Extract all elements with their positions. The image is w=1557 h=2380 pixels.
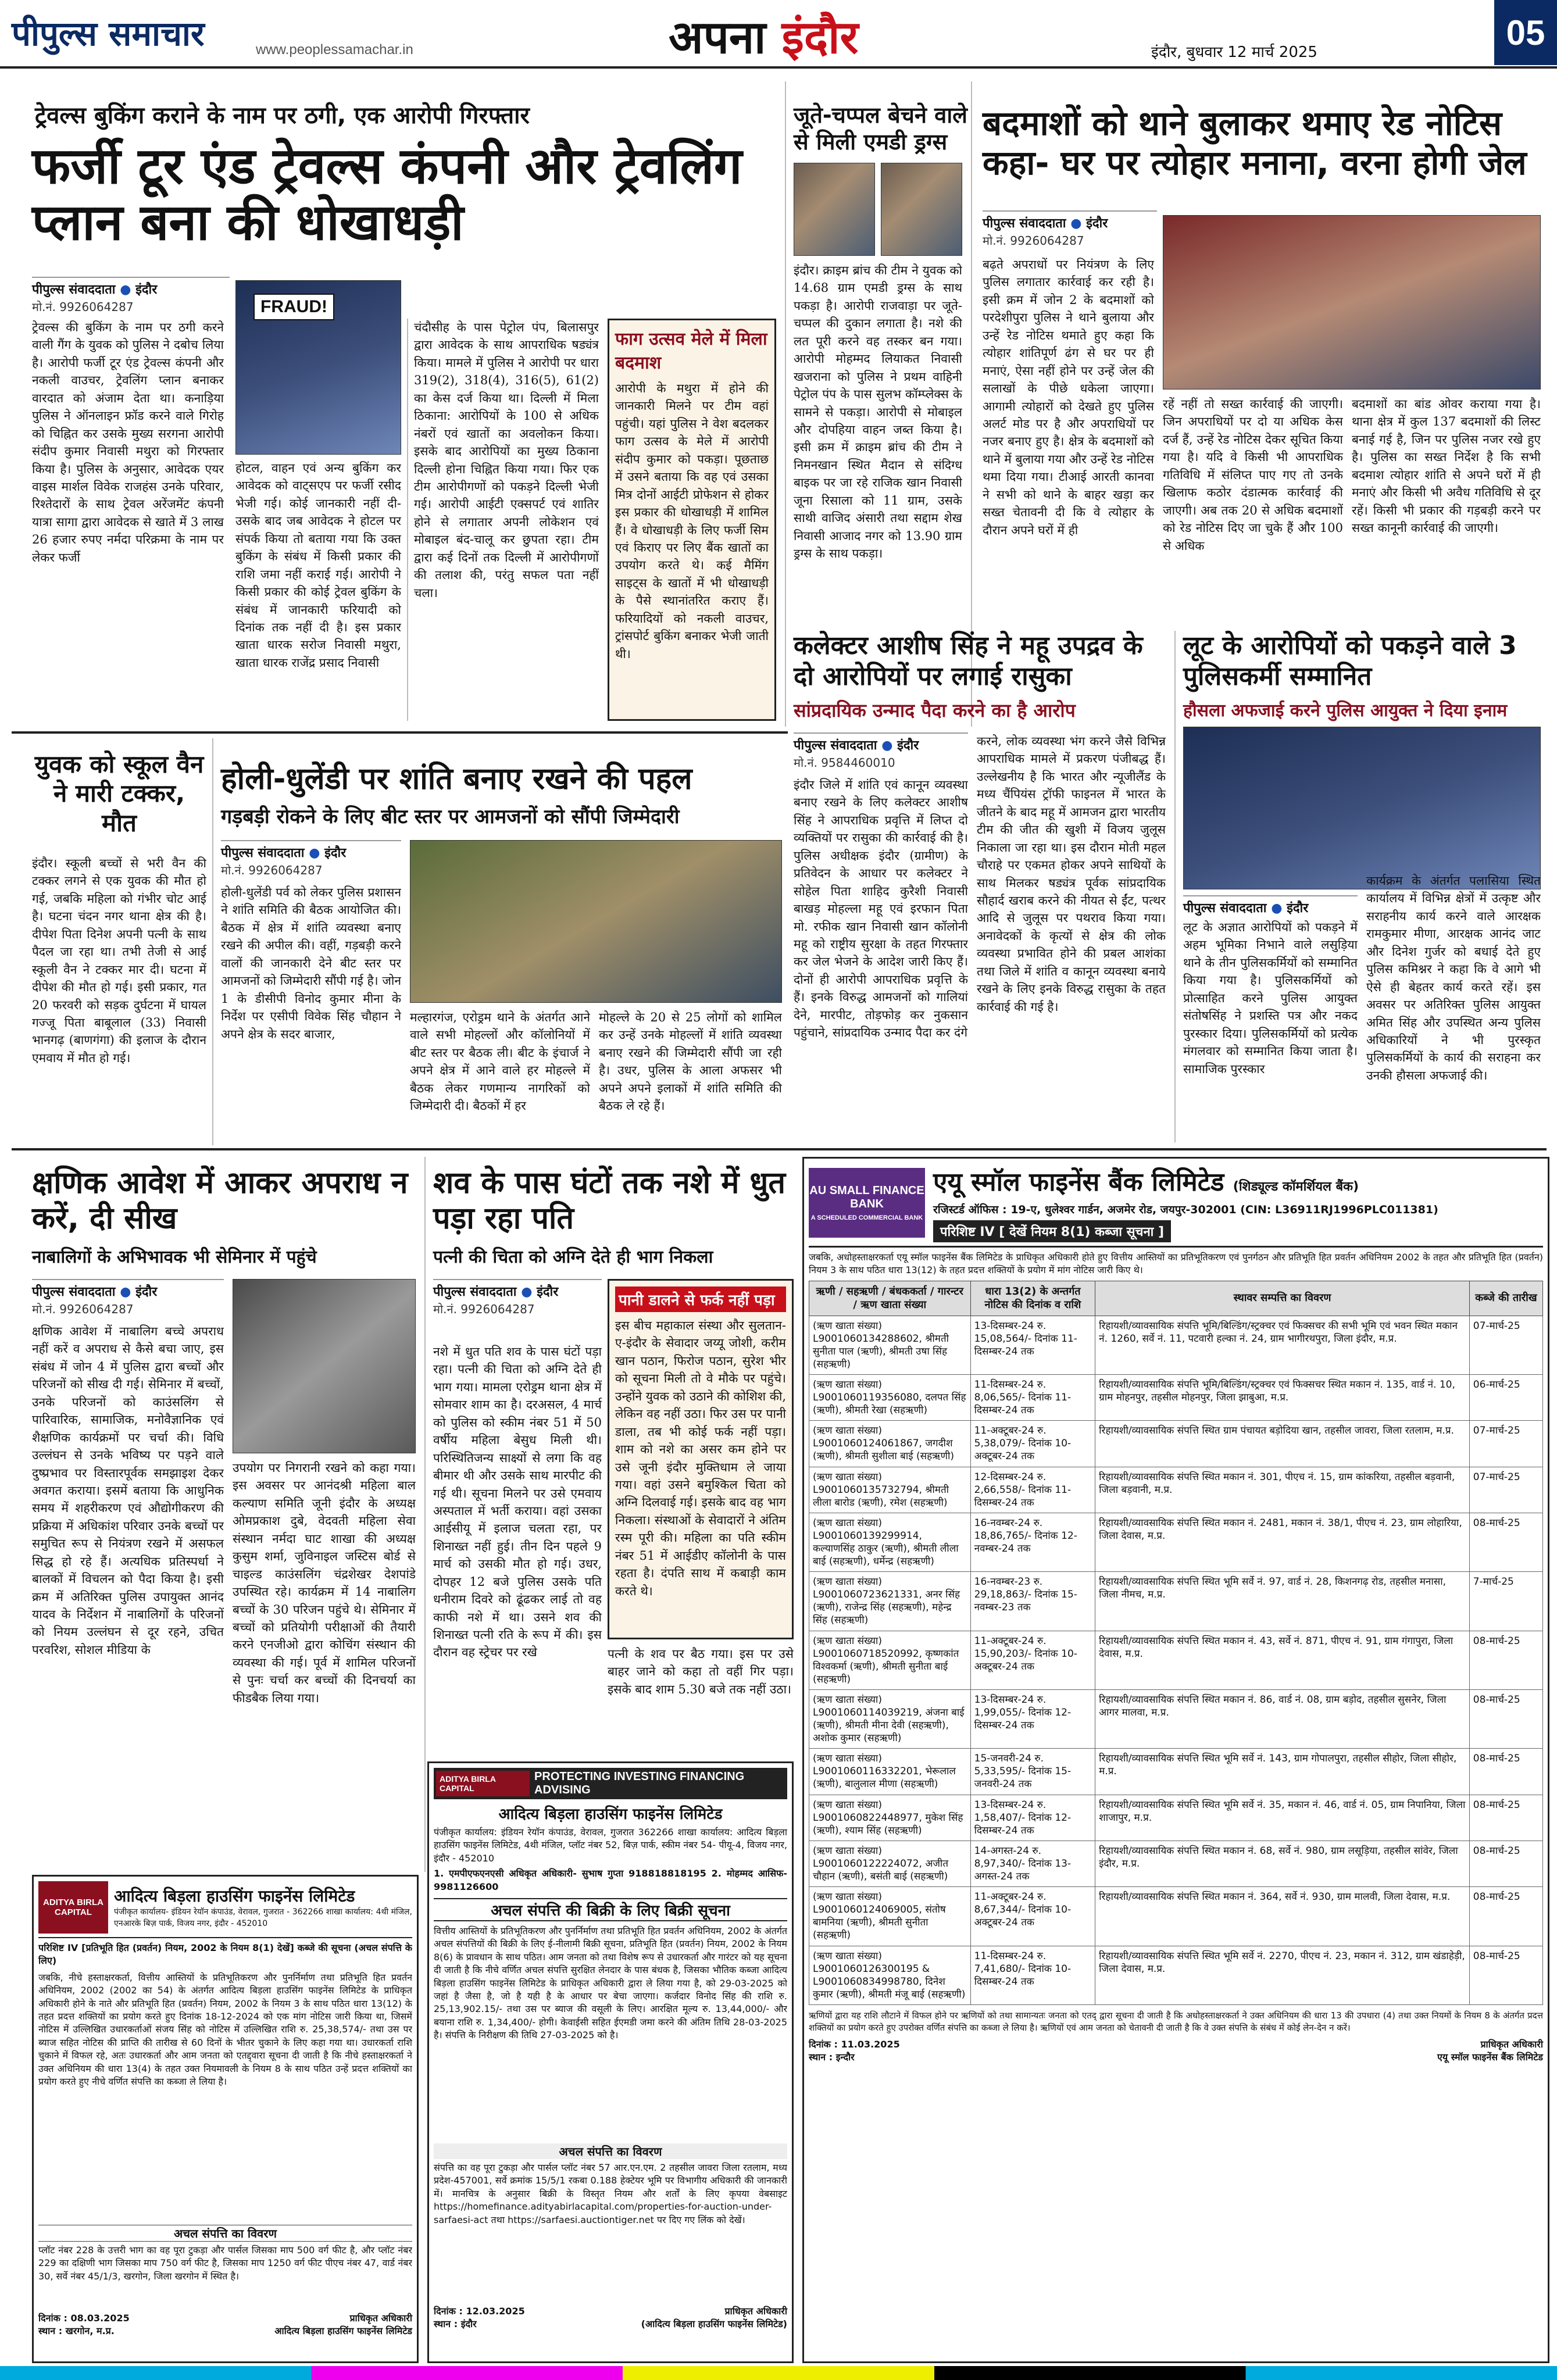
col-header: कब्जे की तारीख xyxy=(1469,1281,1542,1316)
story8-byline: पीपुल्स संवाददाता ● इंदौर xyxy=(32,1279,224,1300)
peace-meeting-photo xyxy=(410,840,782,1003)
story3-mobile: मो.नं. 9926064287 xyxy=(983,234,1084,248)
notice-company: आदित्य बिड़ला हाउसिंग फाइनेंस लिमिटेड xyxy=(114,1886,355,1906)
story1-headline: फर्जी टूर एंड ट्रेवल्स कंपनी और ट्रेवलिंग प्लान बना की धोखाधड़ी xyxy=(32,137,742,252)
column-divider xyxy=(785,81,786,727)
story5-byline: पीपुल्स संवाददाता ● इंदौर xyxy=(1183,895,1358,916)
au-footer: ऋणियों द्वारा यह राशि लौटाने में विफल होने पर ऋणियों को तथा सामान्यतः जनता को एतद् द्वारा सूचना दी जाती है कि अधोहस्ताक्षरकर्ता ने उक्त अधिनियम की धारा 13 की उपधारा (4) तथा उक्त नियमों के नियम 8 के अंतर्गत प्रदत्त शक्तियों का प्रयोग करते हुए उपरोक्त वर्णित संपत्ति का कब्जा ले लिया है। ऋणियों एवं आम जनता को चेतावनी दी जाती है कि वे उक्त संपत्ति के संबंध में कोई लेन-देन न करें। xyxy=(809,2010,1543,2033)
table-cell-property: रिहायशी/व्यावसायिक संपत्ति स्थित मकान नं. 2481, मकान नं. 38/1, पीएच नं. 23, ग्राम लोहारिया, जिला देवास, म.प्र. xyxy=(1095,1513,1470,1571)
au-officer-co: एयू स्मॉल फाइनेंस बैंक लिमिटेड xyxy=(1437,2051,1543,2063)
table-cell-date: 07-मार्च-25 xyxy=(1469,1467,1542,1513)
table-cell-notice: 13-दिसम्बर-24 रु. 1,99,055/- दिनांक 12-दिसम्बर-24 तक xyxy=(970,1689,1095,1748)
table-cell-date: 08-मार्च-25 xyxy=(1469,1946,1542,2004)
table-cell-notice: 11-अक्टूबर-24 रु. 15,90,203/- दिनांक 10-अक्टूबर-24 तक xyxy=(970,1631,1095,1689)
au-company-suffix: (शिड्यूल्ड कॉमर्शियल बैंक) xyxy=(1233,1180,1359,1194)
website-url[interactable]: www.peoplessamachar.in xyxy=(256,42,413,58)
story7-byline: पीपुल्स संवाददाता ● इंदौर xyxy=(221,840,401,861)
table-cell-date: 08-मार्च-25 xyxy=(1469,1887,1542,1946)
table-cell-borrower: (ऋण खाता संख्या) L9001060139299914, कल्याणसिंह ठाकुर (ऋणी), श्रीमती लीला बाई (सहऋणी), धर्मेन्द्र (सहऋणी) xyxy=(809,1513,971,1571)
fraud-photo xyxy=(235,280,401,455)
table-row xyxy=(809,1749,1543,1795)
table-row xyxy=(809,1946,1543,2004)
section-city: इंदौर xyxy=(781,12,859,64)
section-title xyxy=(669,5,858,66)
au-appendix: परिशिष्ट IV [ देखें नियम 8(1) कब्जा सूचना ] xyxy=(933,1220,1171,1242)
notice-officer: प्राधिकृत अधिकारी xyxy=(349,2312,412,2324)
table-cell-borrower: (ऋण खाता संख्या) L9001060116332201, भेरूलाल (ऋणी), बालुलाल मीणा (सहऋणी) xyxy=(809,1749,971,1795)
au-intro: जबकि, अधोहस्ताक्षरकर्ता एयू स्मॉल फाइनेंस बैंक लिमिटेड के प्राधिकृत अधिकारी होते हुए वित्तीय आस्तियों का प्रतिभूतिकरण एवं पुनर्गठन और प्रतिभूति हित प्रवर्तन अधिनियम 2002 के तहत और प्रतिभूति हित (प्रवर्तन) नियम 3 के साथ पठित धारा 13(12) के तहत प्रदत्त शक्तियों के प्रयोग में मांग नोटिस जारी किए थे। xyxy=(809,1252,1543,1276)
story5-col1: लूट के अज्ञात आरोपियों को पकड़ने में अहम भूमिका निभाने वाले लसुड़िया थाने के तीन पुलिसकर्मियों को सम्मानित किया गया है। पुलिसकर्मियों को प्रोत्साहित करने पुलिस आयुक्त संतोषसिंह ने प्रशस्ति पत्र और नकद पुरस्कार दिया। पुलिसकर्मियों को प्रत्येक मंगलवार को सम्मानित किया जाता है। सामाजिक पुरस्कार xyxy=(1183,920,1358,1076)
seminar-photo xyxy=(233,1279,416,1453)
page-number: 05 xyxy=(1494,0,1557,65)
aditya-birla-logo: ADITYA BIRLA CAPITAL xyxy=(38,1881,108,1934)
dateline: इंदौर, बुधवार 12 मार्च 2025 xyxy=(1151,44,1317,61)
story1-sidebox xyxy=(608,319,776,721)
byline-place: इंदौर xyxy=(1287,901,1309,916)
red-notice-photo xyxy=(1163,215,1541,389)
table-row xyxy=(809,1572,1543,1631)
notice-appendix: परिशिष्ट IV [प्रतिभूति हित (प्रवर्तन) नियम, 2002 के नियम 8(1) देखें] कब्जे की सूचना (अचल संपत्ति के लिए) xyxy=(38,1942,412,1967)
honour-photo xyxy=(1183,727,1541,889)
schedule-text: संपत्ति का वह पूरा टुकड़ा और पार्सल प्लॉट नंबर 57 आर.एन.एम. 2 तहसील जावरा जिला रतलाम, मध्य प्रदेश-457001, सर्वे क्रमांक 15/5/1 रकबा 0.188 हेक्टेयर भूमि पर विभागीय अधिकारी की जानकारी में। मानचित्र के अनुसार बिक्री के विस्तृत नियम और शर्तों के लिए कृपया वेबसाइट https://homefinance.adityabirlacapital.com/properties-for-auction-under-sarfaesi-act तथा https://sarfaesi.auctiontiger.net पर दिए गए लिंक को देखें। xyxy=(434,2161,787,2225)
table-row xyxy=(809,1421,1543,1467)
story1-kicker: ट्रेवल्स बुकिंग कराने के नाम पर ठगी, एक आरोपी गिरफ्तार xyxy=(35,102,530,129)
table-cell-date: 08-मार्च-25 xyxy=(1469,1513,1542,1571)
byline-place: इंदौर xyxy=(537,1285,559,1299)
story3-headline: बदमाशों को थाने बुलाकर थमाए रेड नोटिस कहा- घर पर त्योहार मनाना, वरना होगी जेल xyxy=(983,103,1527,183)
table-cell-property: रिहायशी/व्यावसायिक संपत्ति स्थित मकान नं. 86, वार्ड नं. 08, ग्राम बड़ोद, तहसील सुसनेर, जिला आगर मालवा, म.प्र. xyxy=(1095,1689,1470,1748)
notice-place: स्थान : इंदौर xyxy=(434,2318,477,2329)
story8-sub: नाबालिगों के अभिभावक भी सेमिनार में पहुंचे xyxy=(32,1247,317,1267)
aditya-birla-sale-notice xyxy=(427,1761,794,2363)
story7-col2: मल्हारगंज, एरोड्रम थाने के अंतर्गत आने वाले सभी मोहल्लों और कॉलोनियों में बीट स्तर पर बैठक ली। बीट के इंचार्ज ने अपने क्षेत्र में आने वाले हर मोहल्ले में बैठक लेकर गणमान्य नागरिकों को जिम्मेदारी दी। बैठकों में हर xyxy=(410,1010,590,1113)
table-cell-property: रिहायशी/व्यावसायिक संपत्ति स्थित मकान नं. 364, सर्वे नं. 930, ग्राम मालवी, जिला देवास, म.प्र. xyxy=(1095,1887,1470,1946)
story1-mobile: मो.नं. 9926064287 xyxy=(32,300,134,314)
au-company: एयू स्मॉल फाइनेंस बैंक लिमिटेड xyxy=(933,1167,1224,1197)
schedule-title: अचल संपत्ति का विवरण xyxy=(38,2225,412,2242)
story4-col2: करने, लोक व्यवस्था भंग करने जैसे विभिन्न आपराधिक मामले में प्रकरण पंजीबद्ध हैं। उल्लेखनीय है कि भारत और न्यूजीलैंड के मध्य चैंपियंस ट्रॉफी फाइनल में भारत के जीतने के बाद महू में आमजन द्वारा भारतीय टीम की जीत की खुशी में विजय जुलूस निकाला जा रहा था। इस दौरान मोती महल चौराहे पर एकमत होकर अपने साथियों के साथ मिलकर षड्यंत्र पूर्वक सांप्रदायिक सौहार्द खराब करने की नीयत से ईंट, पत्थर आदि से जुलूस पर पथराव किया गया। अनावेदकों के कृत्यों से क्षेत्र की लोक व्यवस्था प्रभावित होने की प्रबल आशंका तथा जिले में शांति व कानून व्यवस्था बनाये रखने के लिए इनके विरुद्ध रासुका के तहत कार्रवाई की गई है। xyxy=(977,734,1166,1014)
table-cell-date: 08-मार्च-25 xyxy=(1469,1689,1542,1748)
masthead xyxy=(0,0,1557,69)
table-cell-borrower: (ऋण खाता संख्या) L9001060126300195 & L9001060834998780, दिनेश कुमार (ऋणी), श्रीमती मंजू बाई (सहऋणी) xyxy=(809,1946,971,2004)
story7-headline: होली-धुलेंडी पर शांति बनाए रखने की पहल xyxy=(221,762,692,796)
story5-sub: हौसला अफजाई करने पुलिस आयुक्त ने दिया इनाम xyxy=(1183,701,1508,721)
story3-byline: पीपुल्स संवाददाता ● इंदौर xyxy=(983,210,1157,231)
notice-tagline: PROTECTING INVESTING FINANCING ADVISING xyxy=(534,1770,745,1796)
table-cell-borrower: (ऋण खाता संख्या) L9001060122224072, अजीत चौहान (ऋणी), बसंती बाई (सहऋणी) xyxy=(809,1841,971,1886)
table-cell-notice: 13-दिसम्बर-24 रु. 1,58,407/- दिनांक 12-दिसम्बर-24 तक xyxy=(970,1795,1095,1841)
byline-name: पीपुल्स संवाददाता xyxy=(32,283,116,297)
table-cell-borrower: (ऋण खाता संख्या) L9001060135732794, श्रीमती लीला बारोड (ऋणी), रमेश (सहऋणी) xyxy=(809,1467,971,1513)
table-cell-property: रिहायशी/व्यावसायिक संपत्ति भूमि/बिल्डिंग/स्ट्रक्चर एवं फिक्सचर स्थित मकान नं. 135, वार्ड नं. 10, ग्राम मोहनपुर, तहसील मोहनपुर, जिला झाबुआ, म.प्र. xyxy=(1095,1374,1470,1420)
notice-body: वित्तीय आस्तियों के प्रतिभूतिकरण और पुनर्निर्माण तथा प्रतिभूति हित प्रवर्तन अधिनियम, 2002 के अंतर्गत अचल संपत्तियों की बिक्री के लिए ई-नीलामी बिक्री सूचना, प्रतिभूति हित (प्रवर्तन) नियम, 2002 के नियम 8(6) के प्रावधान के साथ पठित। आम जनता को तथा विशेष रूप से उधारकर्ता और गारंटर को यह सूचना दी जाती है कि नीचे वर्णित अचल संपत्ति सुरक्षित लेनदार के पास बंधक है, जिसका भौतिक कब्जा आदित्य बिड़ला हाउसिंग फाइनेंस लिमिटेड के प्राधिकृत अधिकारी द्वारा ले लिया गया है, को 29-03-2025 को जहां है जैसा है, जो है यही है के आधार पर बेचा जाएगा। कर्जदार विनोद सिंह की राशि रु. 25,13,902.15/- तथा उस पर ब्याज की वसूली के लिए। आरक्षित मूल्य रु. 13,44,000/- और बयाना राशि रु. 1,34,400/- होगी। केवाईसी सहित ईएमडी जमा करने की अंतिम तिथि 28-03-2025 है। संपत्ति के निरीक्षण की तिथि 27-03-2025 को है। xyxy=(434,1925,787,2041)
section-divider xyxy=(12,731,788,734)
story5-col2: कार्यक्रम के अंतर्गत पलासिया स्थित कार्यालय में विभिन्न क्षेत्रों में उत्कृष्ट और सराहनीय कार्य करने वाले आरक्षक रामकुमार मीणा, आरक्षक आनंद जाट और दिनेश गुर्जर को बधाई देते हुए पुलिस कमिश्नर ने कहा कि वे आगे भी ऐसे ही बेहतर कार्य करते रहें। इस अवसर पर अतिरिक्त पुलिस आयुक्त अमित सिंह और उपस्थित अन्य पुलिस अधिकारियों ने भी पुरस्कृत पुलिसकर्मियों के कार्य की सराहना कर उनकी हौसला अफजाई की। xyxy=(1366,874,1541,1082)
byline-name: पीपुल्स संवाददाता xyxy=(32,1285,116,1299)
table-cell-borrower: (ऋण खाता संख्या) L9001060124061867, जगदीश (ऋणी), श्रीमती सुशीला बाई (सहऋणी) xyxy=(809,1421,971,1467)
story9-mobile: मो.नं. 9926064287 xyxy=(433,1302,535,1316)
table-row xyxy=(809,1887,1543,1946)
story6-headline: युवक को स्कूल वैन ने मारी टक्कर, मौत xyxy=(34,750,204,837)
byline-name: पीपुल्स संवाददाता xyxy=(1183,901,1267,916)
table-cell-borrower: (ऋण खाता संख्या) L9001060114039219, अंजना बाई (ऋणी), श्रीमती मीना देवी (सहऋणी), अशोक कुमार (सहऋणी) xyxy=(809,1689,971,1748)
table-cell-property: रिहायशी/व्यावसायिक संपत्ति स्थित मकान नं. 68, सर्वे नं. 980, ग्राम लसूड़िया, तहसील सांवेर, जिला इंदौर, म.प्र. xyxy=(1095,1841,1470,1886)
table-cell-notice: 16-नवम्बर-23 रु. 29,18,863/- दिनांक 15-नवम्बर-23 तक xyxy=(970,1572,1095,1631)
notice-officer-co: आदित्य बिड़ला हाउसिंग फाइनेंस लिमिटेड xyxy=(274,2325,412,2336)
story9-sidebox xyxy=(608,1279,794,1639)
table-cell-notice: 16-नवम्बर-24 रु. 18,86,765/- दिनांक 12-नवम्बर-24 तक xyxy=(970,1513,1095,1571)
au-logo-text: AU SMALL FINANCE BANK xyxy=(809,1184,924,1210)
table-cell-notice: 12-दिसम्बर-24 रु. 2,66,558/- दिनांक 11-दिसम्बर-24 तक xyxy=(970,1467,1095,1513)
fraud-label: FRAUD! xyxy=(253,294,334,320)
table-cell-borrower: (ऋण खाता संख्या) L9001060822448977, मुकेश सिंह (ऋणी), श्याम सिंह (सहऋणी) xyxy=(809,1795,971,1841)
byline-place: इंदौर xyxy=(897,738,919,753)
au-address: रजिस्टर्ड ऑफिस : 19-ए, धुलेश्वर गार्डन, अजमेर रोड, जयपुर-302001 (CIN: L36911RJ1996PLC011381) xyxy=(933,1203,1438,1216)
table-cell-borrower: (ऋण खाता संख्या) L9001060134288602, श्रीमती सुनीता पाल (ऋणी), श्रीमती उषा सिंह (सहऋणी) xyxy=(809,1316,971,1374)
byline-place: इंदौर xyxy=(135,1285,158,1299)
story9-headline: शव के पास घंटों तक नशे में धुत पड़ा रहा पति xyxy=(433,1166,786,1237)
story5-headline: लूट के आरोपियों को पकड़ने वाले 3 पुलिसकर्मी सम्मानित xyxy=(1183,631,1517,691)
table-cell-property: रिहायशी/व्यावसायिक संपत्ति स्थित भूमि सर्वे नं. 2270, पीएच नं. 23, मकान नं. 312, ग्राम खंडाहेड़ी, जिला देवास, म.प्र. xyxy=(1095,1946,1470,2004)
story8-col2: उपयोग पर निगरानी रखने को कहा गया। इस अवसर पर आनंदश्री महिला बाल कल्याण समिति जूनी इंदौर के अध्यक्ष ओमप्रकाश दुबे, वेदवती महिला सेवा संस्थान नर्मदा घाट शाखा की अध्यक्ष कुसुम शर्मा, जुविनाइल जस्टिस बोर्ड से चाइल्ड काउंसलिंग चंद्रशेखर देशपांडे उपस्थित रहे। कार्यक्रम में 14 नाबालिग बच्चों के 30 परिजन पहुंचे थे। सेमिनार में बच्चों को प्रतियोगी परीक्षाओं की तैयारी करने एनजीओ द्वारा कोचिंग संस्थान की व्यवस्था की गई। पूर्व में शामिल परिजनों से पुनः चर्चा कर बच्चों की दिनचर्या का फीडबैक लिया गया। xyxy=(233,1461,416,1705)
aditya-birla-possession-notice xyxy=(32,1875,419,2363)
col-header: ऋणी / सहऋणी / बंधककर्ता / गारन्टर / ऋण खाता संख्या xyxy=(809,1281,971,1316)
byline-name: पीपुल्स संवाददाता xyxy=(983,216,1066,231)
story7-col3: मोहल्ले के 20 से 25 लोगों को शामिल कर उन्हें उनके मोहल्लों में शांति व्यवस्था बनाए रखने की जिम्मेदारी सौंपी जा रही है। उधर, पुलिस के आला अफसर भी अपने अपने इलाकों में शांति समिति की बैठक ले रहे हैं। xyxy=(599,1010,782,1113)
story9-byline: पीपुल्स संवाददाता ● इंदौर xyxy=(433,1279,602,1300)
story9-col2: पत्नी के शव पर बैठ गया। इस पर उसे बाहर जाने को कहा तो वहीं गिर पड़ा। इसके बाद शाम 5.30 बजे तक नहीं उठा। xyxy=(608,1647,794,1696)
column-divider xyxy=(424,1157,426,1872)
table-cell-date: 08-मार्च-25 xyxy=(1469,1631,1542,1689)
byline-place: इंदौर xyxy=(1086,216,1108,231)
table-cell-borrower: (ऋण खाता संख्या) L9001060723621331, अनर सिंह (ऋणी), राजेन्द्र सिंह (सहऋणी), महेन्द्र सिंह (सहऋणी) xyxy=(809,1572,971,1631)
au-date: दिनांक : 11.03.2025 xyxy=(809,2038,900,2050)
notice-address: पंजीकृत कार्यालय: इंडियन रेयॉन कंपाउंड, वेरावल, गुजरात 362266 शाखा कार्यालय: आदित्य बिड़ला हाउसिंग फाइनेंस लिमिटेड, 4थी मंजिल, प्लॉट नंबर 52, बिज़ पार्क, स्कीम नंबर 54- पीयू-4, विजय नगर, इंदौर - 452010 xyxy=(434,1827,787,1864)
story4-mobile: मो.नं. 9584460010 xyxy=(794,756,895,770)
col-header: धारा 13(2) के अन्तर्गत नोटिस की दिनांक व राशि xyxy=(970,1281,1095,1316)
notice-title: अचल संपत्ति की बिक्री के लिए बिक्री सूचना xyxy=(434,1898,787,1921)
sidebox-title: पानी डालने से फर्क नहीं पड़ा xyxy=(615,1287,786,1312)
aditya-birla-logo: ADITYA BIRLA CAPITAL xyxy=(436,1771,530,1796)
byline-place: इंदौर xyxy=(135,283,158,297)
au-bank-possession-notice xyxy=(802,1157,1549,2363)
table-row xyxy=(809,1467,1543,1513)
table-cell-date: 08-मार्च-25 xyxy=(1469,1795,1542,1841)
schedule-text: प्लॉट नंबर 228 के उत्तरी भाग का वह पूरा टुकड़ा और पार्सल जिसका माप 500 वर्ग फीट है, और प्लॉट नंबर 229 का दक्षिणी भाग जिसका माप 750 वर्ग फीट है, जिसका माप 1250 वर्ग फीट पीएच नंबर 47, वार्ड नंबर 30, सर्वे नंबर 45/1/3, खरगोन, जिला खरगोन में स्थित है। xyxy=(38,2244,412,2282)
table-cell-notice: 11-अक्टूबर-24 रु. 5,38,079/- दिनांक 10-अक्टूबर-24 तक xyxy=(970,1421,1095,1467)
story1-col2: होटल, वाहन एवं अन्य बुकिंग कर आवेदक को वाट्सएप पर फर्जी रसीद भेजी गई। कोई जानकारी नहीं दी- उसके बाद जब आवेदक ने होटल पर संपर्क किया तो बताया गया कि उक्त बुकिंग के संबंध में किसी प्रकार की राशि जमा नहीं कराई गई। आरोपी ने किसी प्रकार की कोई ट्रेवल बुकिंग के संबंध में जानकारी फरियादी को दिनांक तक नहीं दी है। इस प्रकार खाता धारक सरोज निवासी मथुरा, खाता धारक राजेंद्र प्रसाद निवासी xyxy=(235,461,401,670)
byline-name: पीपुल्स संवाददाता xyxy=(433,1285,517,1299)
table-cell-date: 07-मार्च-25 xyxy=(1469,1421,1542,1467)
table-row xyxy=(809,1841,1543,1886)
table-cell-property: रिहायशी/व्यावसायिक संपत्ति स्थित मकान नं. 43, सर्वे नं. 871, पीएच नं. 91, ग्राम गंगापुरा, जिला देवास, म.प्र. xyxy=(1095,1631,1470,1689)
story9-col1: नशे में धुत पति शव के पास घंटों पड़ा रहा। पत्नी की चिता को अग्नि देते ही भाग गया। मामला एरोड्रम थाना क्षेत्र में सोमवार शाम का है। दरअसल, 4 मार्च को पुलिस को स्कीम नंबर 51 में 50 वर्षीय महिला बेसुध मिली थी। परिस्थितिजन्य साक्ष्यों से लगा कि वह बीमार थी और उसके साथ मारपीट की गई थी। सूचना मिलने पर उसे एमवाय अस्पताल में भर्ती कराया। वहां उसका आईसीयू में इलाज चलता रहा, पर शिनाख्त नहीं हुई। तीन दिन पहले 9 मार्च को उसकी मौत हो गई। उधर, दोपहर 12 बजे पुलिस उसके पति धनीराम दिवरे को ढूंढकर लाई तो वह काफी नशे में था। उसने शव की शिनाख्त पत्नी रति के रूप में की। इस दौरान वह स्ट्रेचर पर रखे xyxy=(433,1345,602,1660)
table-cell-property: रिहायशी/व्यावसायिक संपत्ति स्थित भूमि सर्वे नं. 97, वार्ड नं. 28, किशनगढ़ रोड, तहसील मनासा, जिला नीमच, म.प्र. xyxy=(1095,1572,1470,1631)
table-cell-borrower: (ऋण खाता संख्या) L9001060119356080, दलपत सिंह (ऋणी), श्रीमती रेखा (सहऋणी) xyxy=(809,1374,971,1420)
column-divider xyxy=(212,738,213,1145)
story7-col1: होली-धुलेंडी पर्व को लेकर पुलिस प्रशासन ने शांति समिति की बैठक आयोजित की। बैठक में क्षेत्र में शांति व्यवस्था बनाए रखने की अपील की। वहीं, गड़बड़ी करने वालों की जानकारी देने बीट स्तर पर आमजनों को जिम्मेदारी सौंपी गई है। जोन 1 के डीसीपी विनोद कुमार मीना के निर्देश पर एसीपी विवेक सिंह चौहान ने अपने क्षेत्र के सदर बाजार, xyxy=(221,885,401,1041)
table-cell-notice: 11-दिसम्बर-24 रु. 8,06,565/- दिनांक 11-दिसम्बर-24 तक xyxy=(970,1374,1095,1420)
sidebox-text: इस बीच महाकाल संस्था और सुलतान-ए-इंदौर के सेवादार जय्यू जोशी, करीम खान पठान, फिरोज पठान, सुरेश भीर को सूचना मिली तो वे मौके पर पहुंचे। उन्होंने युवक को उठाने की कोशिश की, लेकिन वह नहीं उठा। फिर उस पर पानी डाला, तब भी कोई फर्क नहीं पड़ा। शाम को नशे का असर कम होने पर उसे जूनी इंदौर मुक्तिधाम ले जाया गया। वहां उसने बमुश्किल चिता को अग्नि दिलवाई गई। इसके बाद वह भाग निकला। संस्थाओं के सेवादारों ने अंतिम रस्म पूरी की। महिला का पति स्कीम नंबर 51 में आईडीए कॉलोनी के पास रहता है। दंपति साथ में कबाड़ी काम करते थे। xyxy=(615,1318,786,1598)
notice-body: जबकि, नीचे हस्ताक्षरकर्ता, वित्तीय आस्तियों के प्रतिभूतिकरण और पुनर्निर्माण तथा प्रतिभूति हित प्रवर्तन अधिनियम, 2002 (2002 का 54) के अंतर्गत आदित्य बिड़ला हाउसिंग फाइनेंस लिमिटेड के प्राधिकृत अधिकारी होने के नाते और प्रतिभूति हित (प्रवर्तन) नियम, 2002 के नियम 3 के साथ पठित धारा 13(12) के तहत प्रदत्त शक्तियों का प्रयोग करते हुए दिनांक 18-12-2024 को एक मांग नोटिस जारी किया था, जिसमें नोटिस में उल्लिखित उधारकर्ताओं संजय सिंह को नोटिस में उल्लिखित राशि रु. 25,38,574/- तथा उस पर ब्याज सहित नोटिस की प्राप्ति की तारीख से 60 दिनों के भीतर चुकाने के लिए कहा गया था। उधारकर्ता राशि चुकाने में विफल रहे, अतः उधारकर्ता और आम जनता को एतद्द्वारा सूचना दी जाती है कि नीचे हस्ताक्षरकर्ता ने उक्त अधिनियम की धारा 13(4) के तहत उक्त नियमावली के नियम 8 के साथ पठित उन्हें प्रदत्त शक्तियों का प्रयोग करते हुए नीचे वर्णित संपत्ति का कब्जा ले लिया है। xyxy=(38,1971,412,2087)
table-row xyxy=(809,1374,1543,1420)
notice-date: दिनांक : 08.03.2025 xyxy=(38,2312,130,2324)
story9-sub: पत्नी की चिता को अग्नि देते ही भाग निकला xyxy=(433,1247,713,1267)
table-cell-notice: 14-अगस्त-24 रु. 8,97,340/- दिनांक 13-अगस्त-24 तक xyxy=(970,1841,1095,1886)
byline-place: इंदौर xyxy=(324,846,347,860)
au-place: स्थान : इन्दौर xyxy=(809,2051,855,2063)
column-divider xyxy=(971,81,972,727)
table-row xyxy=(809,1316,1543,1374)
au-logo-tag: A SCHEDULED COMMERCIAL BANK xyxy=(810,1214,923,1221)
au-possession-table xyxy=(809,1281,1543,2005)
story8-mobile: मो.नं. 9926064287 xyxy=(32,1302,134,1316)
schedule-title: अचल संपत्ति का विवरण xyxy=(434,2143,787,2159)
notice-date: दिनांक : 12.03.2025 xyxy=(434,2305,525,2317)
story3-col1: बढ़ते अपराधों पर नियंत्रण के लिए पुलिस लगातार कार्रवाई कर रही है। इसी क्रम में जोन 2 के बदमाशों को परदेशीपुरा पुलिस ने थाने बुलाया और उन्हें रेड नोटिस थमाते हुए कहा कि त्योहार शांतिपूर्ण ढंग से घर पर ही मनाएं, ऐसा नहीं होने पर उन्हें जेल की सलाखों के पीछे धकेला जाएगा। आगामी त्योहारों को देखते हुए पुलिस अलर्ट मोड पर है और अपराधियों पर नजर बनाए हुए है। क्षेत्र के बदमाशों को थाने में बुलाया गया और उन्हें रेड नोटिस थमा दिया गया। टीआई आरती कानवा ने सभी को थाने के बाहर खड़ा कर सख्त चेतावनी दी कि वे त्योहार के दौरान अपने घरों में ही xyxy=(983,258,1154,537)
sidebox-title: फाग उत्सव मेले में मिला बदमाश xyxy=(615,329,767,373)
au-bank-logo xyxy=(809,1168,925,1238)
story4-sub: सांप्रदायिक उन्माद पैदा करने का है आरोप xyxy=(794,699,1076,721)
table-cell-property: रिहायशी/व्यावसायिक संपत्ति स्थित भूमि सर्वे नं. 143, ग्राम गोपालपुरा, तहसील सीहोर, जिला सीहोर, म.प्र. xyxy=(1095,1749,1470,1795)
notice-place: स्थान : खरगोन, म.प्र. xyxy=(38,2325,115,2336)
story1-byline: पीपुल्स संवाददाता ● इंदौर xyxy=(32,277,230,298)
story4-col1: इंदौर जिले में शांति एवं कानून व्यवस्था बनाए रखने के लिए कलेक्टर आशीष सिंह ने आपराधिक प्रवृत्ति में लिप्त दो व्यक्तियों पर रासुका की कार्रवाई की है। पुलिस अधीक्षक इंदौर (ग्रामीण) के प्रतिवेदन के आधार पर कलेक्टर ने सोहेल पिता शाहिद कुरैशी निवासी बाखड़ मोहल्ला महू एवं इरफान पिता मो. रफीक खान निवासी खान कॉलोनी महू को राष्ट्रीय सुरक्षा के तहत गिरफ्तार कर जेल भेजने के आदेश जारी किए हैं। दोनों ही आरोपी आपराधिक प्रवृत्ति के हैं। इनके विरुद्ध आमजनों को गालियां देने, मारपीट, तोड़फोड़ कर नुकसान पहुंचाने, सांप्रदायिक उन्माद पैदा कर दंगे xyxy=(794,778,968,1040)
story2-headline: जूते-चप्पल बेचने वाले से मिली एमडी ड्रग्स xyxy=(794,102,967,155)
byline-name: पीपुल्स संवाददाता xyxy=(221,846,305,860)
section-divider xyxy=(12,1148,1547,1150)
print-registration-bar xyxy=(0,2366,1557,2380)
section-prefix: अपना xyxy=(669,12,782,64)
story3-col2: रहें नहीं तो सख्त कार्रवाई की जाएगी। जिन अपराधियों पर दो या अधिक केस दर्ज हैं, उन्हें रेड नोटिस देकर सूचित किया गया है। यदि वे किसी भी आपराधिक गतिविधि में संलिप्त पाए गए तो उनके खिलाफ कठोर दंडात्मक कार्रवाई की जाएगी। अब तक 20 से अधिक बदमाशों को रेड नोटिस दिए जा चुके हैं और 100 से अधिक xyxy=(1163,397,1343,553)
table-cell-property: रिहायशी/व्यावसायिक संपत्ति भूमि/बिल्डिंग/स्ट्रक्चर एवं फिक्सचर की सभी भूमि एवं भवन स्थित मकान नं. 1260, सर्वे नं. 11, पटवारी हल्का नं. 24, ग्राम भागीरथपुरा, जिला इंदौर, म.प्र. xyxy=(1095,1316,1470,1374)
notice-company: आदित्य बिड़ला हाउसिंग फाइनेंस लिमिटेड xyxy=(498,1806,723,1823)
byline-name: पीपुल्स संवाददाता xyxy=(794,738,877,753)
table-row xyxy=(809,1795,1543,1841)
story8-col1: क्षणिक आवेश में नाबालिग बच्चे अपराध नहीं करें व अपराध से कैसे बचा जाए, इस संबंध में जोन 4 में पुलिस द्वारा बच्चों और परिजनों को सीख दी गई। सेमिनार में बच्चों, उनके परिजनों को काउंसलिंग से पारिवारिक, सामाजिक, मनोवैज्ञानिक एवं शैक्षणिक कार्यक्रमों पर चर्चा की। विधि उल्लंघन से उनके भविष्य पर पड़ने वाले दुष्प्रभाव पर विस्तारपूर्वक समझाइश देकर अवगत कराया। इसमें बताया कि आधुनिक समय में शहरीकरण एवं औद्योगीकरण की प्रक्रिया में अधिकांश परिवार उनके बच्चों पर समुचित रूप से नियंत्रण रखने में असफल सिद्ध हो रहे हैं। अत्यधिक प्रतिस्पर्धा ने बालकों में विचलन को पैदा किया है। इसी क्रम में अतिरिक्त पुलिस उपायुक्त आनंद यादव के निर्देशन में नाबालिगों के परिजनों को नियम उल्लंघन से दूर रहने, उचित परवरिश, सोशल मीडिया के xyxy=(32,1324,224,1657)
notice-contact: 1. एमपीएफएनएसी अधिकृत अधिकारी- सुभाष गुप्ता 918818818195 2. मोहम्मद आसिफ- 9981126600 xyxy=(434,1868,787,1892)
story3-col3: बदमाशों का बांड ओवर कराया गया है। थाना क्षेत्र में कुल 137 बदमाशों की लिस्ट बनाई गई है, जिन पर पुलिस नजर रखे हुए है। पुलिस का सख्त निर्देश है कि सभी बदमाश त्योहार शांति से अपने घरों में ही मनाएं और किसी भी अवैध गतिविधि से दूर रहें। किसी भी प्रकार की गड़बड़ी करने पर सख्त कानूनी कार्रवाई की जाएगी। xyxy=(1352,397,1541,535)
table-cell-borrower: (ऋण खाता संख्या) L9001060718520992, कृष्णकांत विश्वकर्मा (ऋणी), श्रीमती सुनीता बाई (सहऋणी) xyxy=(809,1631,971,1689)
table-cell-date: 7-मार्च-25 xyxy=(1469,1572,1542,1631)
table-cell-notice: 11-दिसम्बर-24 रु. 7,41,680/- दिनांक 10-दिसम्बर-24 तक xyxy=(970,1946,1095,2004)
story7-mobile: मो.नं. 9926064287 xyxy=(221,863,323,877)
story6-col1: इंदौर। स्कूली बच्चों से भरी वैन की टक्कर लगने से एक युवक की मौत हो गई, जबकि महिला को गंभीर चोट आई है। घटना चंदन नगर थाना क्षेत्र की है। दीपेश पिता दिनेश अपनी पत्नी के साथ पैदल जा रहा था। तभी तेजी से आई स्कूली वैन ने टक्कर मार दी। घटना में दीपेश की मौत हो गई। इसी प्रकार, गत 20 फरवरी को सड़क दुर्घटना में घायल गज्जू पिता बाबूलाल (33) निवासी भानगढ़ (बाणगंगा) की इलाज के दौरान एमवाय में मौत हो गई। xyxy=(32,856,206,1065)
accused-photo-1 xyxy=(794,163,875,256)
table-cell-date: 06-मार्च-25 xyxy=(1469,1374,1542,1420)
table-row xyxy=(809,1513,1543,1571)
accused-photo-2 xyxy=(881,163,962,256)
notice-address: पंजीकृत कार्यालय- इंडियन रेयॉन कंपाउंड, वेरावल, गुजरात - 362266 शाखा कार्यालय: 4थी मंजिल, एनआरके बिज़ पार्क, विजय नगर, इंदौर - 452010 xyxy=(114,1907,412,1928)
story1-col1: ट्रेवल्स की बुकिंग के नाम पर ठगी करने वाली गैंग के युवक को पुलिस ने दबोच लिया है। आरोपी फर्जी टूर एंड ट्रेवल्स कंपनी और नकली वाउचर, ट्रेवलिंग प्लान बनाकर वारदात को अंजाम देता था। कनाड़िया पुलिस ने ऑनलाइन फ्रॉड करने वाले गिरोह को चिह्नित कर उसके मुख्य सरगना आरोपी संदीप कुमार निवासी मथुरा को गिरफ्तार किया है। पुलिस के अनुसार, आवेदक एयर वाइस मार्शल विवेक राजहंस उनके परिवार, रिश्तेदारों के साथ ट्रेवल अरेंजमेंट कंपनी यात्रा सागा द्वारा आवेदक से खाते में 3 लाख 26 हजार रुपए नर्मदा परिक्रमा के नाम पर लेकर फर्जी xyxy=(32,320,224,564)
table-cell-date: 08-मार्च-25 xyxy=(1469,1841,1542,1886)
table-cell-property: रिहायशी/व्यावसायिक संपत्ति स्थित भूमि सर्वे नं. 35, मकान नं. 46, वार्ड नं. 05, ग्राम निपानिया, जिला शाजापुर, म.प्र. xyxy=(1095,1795,1470,1841)
table-cell-date: 07-मार्च-25 xyxy=(1469,1316,1542,1374)
column-divider xyxy=(1174,631,1176,1142)
notice-officer-co: (आदित्य बिड़ला हाउसिंग फाइनेंस लिमिटेड) xyxy=(641,2318,787,2329)
table-cell-borrower: (ऋण खाता संख्या) L9001060124069005, संतोष बामनिया (ऋणी), श्रीमती सुनीता (सहऋणी) xyxy=(809,1887,971,1946)
notice-officer: प्राधिकृत अधिकारी xyxy=(724,2305,787,2317)
story7-sub: गड़बड़ी रोकने के लिए बीट स्तर पर आमजनों को सौंपी जिम्मेदारी xyxy=(221,805,680,828)
table-cell-property: रिहायशी/व्यावसायिक संपत्ति स्थित मकान नं. 301, पीएच नं. 15, ग्राम कांकरिया, तहसील बड़वानी, जिला बड़वानी, म.प्र. xyxy=(1095,1467,1470,1513)
table-cell-date: 08-मार्च-25 xyxy=(1469,1749,1542,1795)
col-header: स्थावर सम्पत्ति का विवरण xyxy=(1095,1281,1470,1316)
table-cell-notice: 13-दिसम्बर-24 रु. 15,08,564/- दिनांक 11-दिसम्बर-24 तक xyxy=(970,1316,1095,1374)
story4-headline: कलेक्टर आशीष सिंह ने महू उपद्रव के दो आरोपियों पर लगाई रासुका xyxy=(794,631,1143,691)
story2-col1: इंदौर। क्राइम ब्रांच की टीम ने युवक को 14.68 ग्राम एमडी ड्रग्स के साथ पकड़ा है। आरोपी राजवाड़ा पर जूते-चप्पल की दुकान लगाता है। नशे की लत पूरी करने वह तस्कर बन गया। आरोपी मोहम्मद लियाकत निवासी खजराना को पुलिस ने प्रथम वाहिनी पेट्रोल पंप के पास सुलभ कॉम्प्लेक्स के सामने से पकड़ा। आरोपी से मोबाइल और दोपहिया वाहन जब्त किया है। इसी क्रम में क्राइम ब्रांच की टीम ने निमनखान स्थित मैदान से संदिग्ध बाइक पर जा रहे राजिक खान निवासी जूना रिसाला को 11 ग्राम, उसके साथी वाजिद अंसारी तथा सद्दाम शेख निवासी आजाद नगर को 13.90 ग्राम ड्रग्स के साथ पकड़ा। xyxy=(794,263,962,560)
story8-headline: क्षणिक आवेश में आकर अपराध न करें, दी सीख xyxy=(32,1166,408,1237)
table-cell-notice: 11-अक्टूबर-24 रु. 8,67,344/- दिनांक 10-अक्टूबर-24 तक xyxy=(970,1887,1095,1946)
story4-byline: पीपुल्स संवाददाता ● इंदौर xyxy=(794,732,968,753)
table-cell-property: रिहायशी/व्यावसायिक संपत्ति स्थित ग्राम पंचायत बड़ोदिया खान, तहसील जावरा, जिला रतलाम, म.प्र. xyxy=(1095,1421,1470,1467)
newspaper-logo: पीपुल्स समाचार xyxy=(12,14,205,53)
table-row xyxy=(809,1689,1543,1748)
table-cell-notice: 15-जनवरी-24 रु. 5,33,595/- दिनांक 15-जनवरी-24 तक xyxy=(970,1749,1095,1795)
au-officer: प्राधिकृत अधिकारी xyxy=(1480,2038,1543,2050)
story1-col3: चंदौसीह के पास पेट्रोल पंप, बिलासपुर द्वारा आवेदक के साथ आपराधिक षड्यंत्र किया। मामले में पुलिस ने आरोपी पर धारा 319(2), 318(4), 316(5), 61(2) का केस दर्ज किया था। दिल्ली में मिला ठिकाना: आरोपियों के 100 से अधिक नंबरों एवं खातों का अवलोकन किया। इसके बाद आरोपियों का मुख्य ठिकाना दिल्ली होना चिह्नित किया गया। फिर एक टीम आरोपीगणों को पकड़ने दिल्ली भेजी गई। आरोपी आईटी एक्सपर्ट एवं शातिर होने से लगातार अपनी लोकेशन एवं मोबाइल बंद-चालू कर छुपता रहा। टीम द्वारा कई दिनों तक दिल्ली में आरोपीगणों की तलाश की, परंतु सफल पता नहीं चला। xyxy=(407,319,599,721)
table-row xyxy=(809,1631,1543,1689)
sidebox-text: आरोपी के मथुरा में होने की जानकारी मिलने पर टीम वहां पहुंची। यहां पुलिस ने वेश बदलकर फाग उत्सव के मेले में आरोपी संदीप कुमार को पकड़ा। पूछताछ में उसने बताया कि वह एवं उसका मित्र दोनों आईटी प्रोफेशन से होकर इस प्रकार की धोखाधड़ी में शामिल हैं। वे धोखाधड़ी के लिए फर्जी सिम एवं किराए पर लिए बैंक खातों का उपयोग करते थे। कई मैमिंग साइट्स के खातों में भी धोखाधड़ी के पैसे स्थानांतरित कराए हैं। फरियादियों को नकली वाउचर, ट्रांसपोर्ट बुकिंग बनाकर भेजी जाती थी। xyxy=(615,381,769,661)
